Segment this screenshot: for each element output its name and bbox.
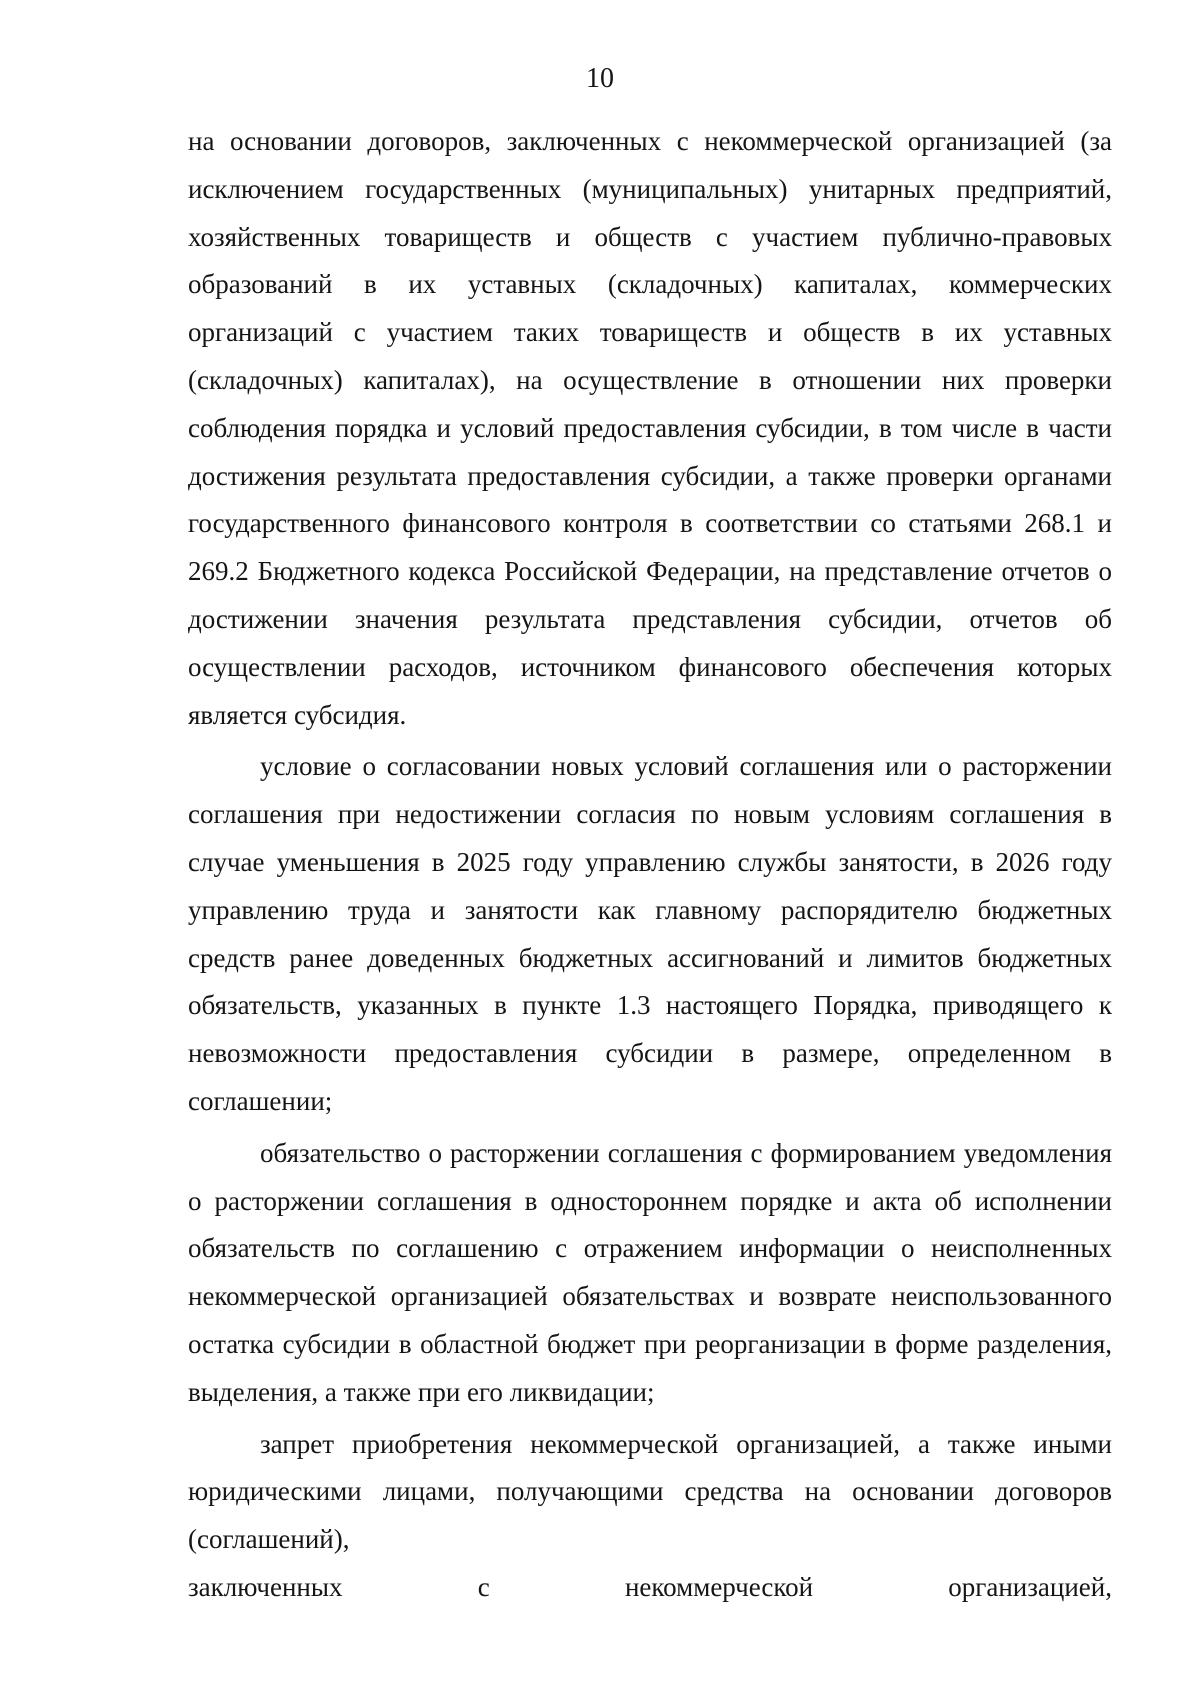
paragraph-3: обязательство о расторжении соглашения с формированием уведомления о расторжении соглашения в одностороннем порядке и акта об исполнении обязательств по соглашению с отражением информации о неисполненных некоммерческой организацией обязательствах и возврате неиспользованного остатка субсидии в областной бюджет при реорганизации в форме разделения, выделения, а также при его ликвидации; [188,1137,1112,1407]
paragraph-4-text: запрет приобретения некоммерческой организацией, а также иными юридическими лицами, получающими средства на основании договоров (соглашений), [188,1428,1112,1555]
paragraph-2: условие о согласовании новых условий соглашения или о расторжении соглашения при недостижении согласия по новым условиям соглашения в случае уменьшения в 2025 году управлению службы занятости, в 2026 году управлению труда и занятости как главному распорядителю бюджетных средств ранее доведенных бюджетных ассигнований и лимитов бюджетных обязательств, указанных в пункте 1.3 настоящего Порядка, приводящего к невозможности предоставления субсидии в размере, определенном в соглашении; [188,751,1112,1116]
paragraph-4-continuation: заключенных с некоммерческой организацией, [188,1571,1112,1602]
paragraph-4 [188,1421,1112,1612]
page-number: 10 [586,63,614,94]
document-body [188,118,1112,1612]
paragraph-1: на основании договоров, заключенных с некоммерческой организацией (за исключением государственных (муниципальных) унитарных предприятий, хозяйственных товариществ и обществ с участием публично-правовых образований в их уставных (складочных) капиталах, коммерческих организаций с участием таких товариществ и обществ в их уставных (складочных) капиталах), на осуществление в отношении них проверки соблюдения порядка и условий предоставления субсидии, в том числе в части достижения результата предоставления субсидии, а также проверки органами государственного финансового контроля в соответствии со статьями 268.1 и 269.2 Бюджетного кодекса Российской Федерации, на представление отчетов о достижении значения результата представления субсидии, отчетов об осуществлении расходов, источником финансового обеспечения которых является субсидия. [188,126,1112,730]
